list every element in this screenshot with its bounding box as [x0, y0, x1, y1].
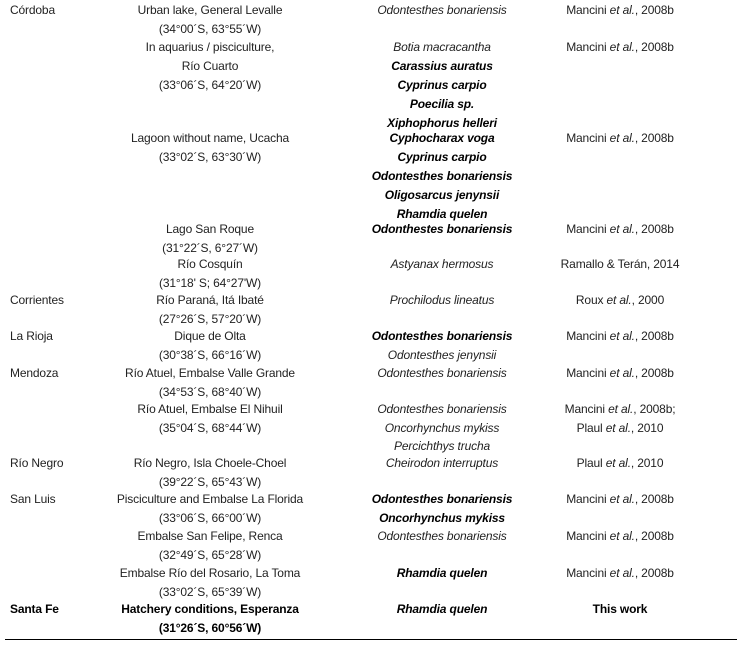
- reference-author: Plaul: [576, 456, 603, 470]
- species-cell: Cyprinus carpio: [397, 150, 487, 164]
- province-cell: Santa Fe: [10, 602, 59, 616]
- reference-author: Mancini: [564, 402, 605, 416]
- province-cell: Corrientes: [10, 293, 64, 307]
- reference-et-al: et al.: [604, 402, 634, 416]
- species-cell: Odontesthes bonariensis: [377, 402, 507, 416]
- reference-cell: [566, 40, 674, 54]
- species-cell: Odontesthes jenynsii: [387, 348, 497, 362]
- locality-cell: In aquarius / pisciculture,: [145, 40, 275, 54]
- species-cell: Xiphophorus helleri: [387, 116, 497, 130]
- reference-author: Mancini: [566, 566, 607, 580]
- reference-year: , 2008b: [634, 222, 674, 236]
- locality-cell: Río Cosquín: [177, 257, 243, 271]
- locality-cell: (33°06´S, 64°20´W): [158, 78, 262, 92]
- reference-et-al: et al.: [606, 131, 635, 145]
- locality-cell: Pisciculture and Embalse La Florida: [116, 492, 304, 506]
- species-cell: Odontesthes bonariensis: [371, 329, 513, 343]
- province-cell: Mendoza: [10, 366, 59, 380]
- reference-author: Mancini: [566, 40, 607, 54]
- species-cell: Odontesthes bonariensis: [377, 3, 507, 17]
- reference-author: This work: [592, 602, 648, 616]
- reference-cell: [577, 456, 664, 470]
- locality-cell: Dique de Olta: [174, 329, 246, 343]
- reference-author: Mancini: [566, 3, 607, 17]
- species-cell: Poecilia sp.: [409, 97, 475, 111]
- locality-cell: (32°49´S, 65°28´W): [158, 548, 262, 562]
- reference-year: , 2008b: [634, 329, 674, 343]
- locality-cell: Río Atuel, Embalse Valle Grande: [125, 366, 295, 380]
- reference-et-al: et al.: [606, 40, 635, 54]
- reference-cell: [566, 3, 674, 17]
- reference-cell: [593, 602, 648, 616]
- reference-et-al: et al.: [606, 222, 635, 236]
- locality-cell: Embalse Río del Rosario, La Toma: [119, 566, 301, 580]
- species-cell: Carassius auratus: [391, 59, 493, 73]
- species-cell: Oligosarcus jenynsii: [384, 188, 500, 202]
- reference-cell: [577, 421, 664, 435]
- locality-cell: Río Cuarto: [181, 59, 239, 73]
- reference-author: Plaul: [576, 421, 603, 435]
- reference-year: , 2008b: [634, 3, 674, 17]
- species-cell: Oncorhynchus mykiss: [379, 511, 505, 525]
- locality-cell: (35°04´S, 68°44´W): [158, 421, 262, 435]
- locality-cell: Urban lake, General Levalle: [137, 3, 283, 17]
- species-cell: Odontesthes bonariensis: [377, 366, 507, 380]
- locality-cell: Embalse San Felipe, Renca: [137, 529, 283, 543]
- reference-author: Mancini: [566, 366, 607, 380]
- species-cell: Botia macracantha: [393, 40, 491, 54]
- locality-cell: Lagoon without name, Ucacha: [130, 131, 290, 145]
- reference-et-al: et al.: [606, 3, 635, 17]
- species-cell: Percichthys trucha: [393, 439, 491, 453]
- province-cell: La Rioja: [10, 329, 53, 343]
- locality-cell: (31°26´S, 60°56´W): [158, 621, 262, 635]
- reference-cell: [566, 529, 674, 543]
- locality-cell: (27°26´S, 57°20´W): [158, 312, 262, 326]
- species-cell: Cheirodon interruptus: [385, 456, 499, 470]
- reference-author: Mancini: [566, 492, 607, 506]
- reference-cell: [566, 366, 674, 380]
- reference-et-al: et al.: [606, 566, 635, 580]
- locality-cell: (31°22´S, 6°27´W): [162, 241, 258, 255]
- reference-cell: [566, 566, 674, 580]
- species-cell: Cyprinus carpio: [397, 78, 487, 92]
- locality-cell: (34°00´S, 63°55´W): [158, 22, 262, 36]
- locality-cell: (39°22´S, 65°43´W): [158, 475, 262, 489]
- locality-cell: Lago San Roque: [166, 222, 254, 236]
- reference-year: , 2008b: [634, 366, 674, 380]
- table-bottom-rule: [5, 639, 737, 640]
- reference-et-al: et al.: [606, 492, 635, 506]
- reference-year: , 2008b: [634, 529, 674, 543]
- reference-author: Mancini: [566, 222, 607, 236]
- reference-cell: [565, 402, 676, 416]
- reference-year: , 2008b: [634, 40, 674, 54]
- reference-cell: [566, 222, 674, 236]
- reference-et-al: et al.: [606, 529, 635, 543]
- province-cell: San Luis: [10, 492, 56, 506]
- reference-year: , 2010: [630, 421, 664, 435]
- reference-cell: [576, 293, 664, 307]
- reference-author: Ramallo & Terán, 2014: [560, 257, 680, 271]
- species-cell: Odontesthes bonariensis: [371, 169, 513, 183]
- locality-cell: Río Paraná, Itá Ibaté: [156, 293, 264, 307]
- reference-author: Mancini: [566, 131, 607, 145]
- species-cell: Rhamdia quelen: [396, 207, 488, 221]
- reference-author: Mancini: [566, 529, 607, 543]
- reference-year: , 2008b;: [633, 402, 676, 416]
- reference-year: , 2010: [630, 456, 664, 470]
- locality-cell: Río Atuel, Embalse El Nihuil: [137, 402, 283, 416]
- species-cell: Odontesthes bonariensis: [377, 529, 507, 543]
- reference-year: , 2008b: [634, 131, 674, 145]
- reference-et-al: et al.: [602, 421, 631, 435]
- reference-author: Mancini: [566, 329, 607, 343]
- reference-cell: [566, 329, 674, 343]
- reference-et-al: et al.: [606, 329, 635, 343]
- locality-cell: (33°02´S, 65°39´W): [158, 585, 262, 599]
- species-cell: Rhamdia quelen: [396, 602, 488, 616]
- locality-cell: (30°38´S, 66°16´W): [158, 348, 262, 362]
- reference-et-al: et al.: [602, 456, 631, 470]
- reference-cell: [566, 492, 674, 506]
- locality-cell: Río Negro, Isla Choele-Choel: [133, 456, 287, 470]
- species-cell: Cyphocharax voga: [389, 131, 495, 145]
- species-cell: Odonthestes bonariensis: [371, 222, 513, 236]
- locality-cell: Hatchery conditions, Esperanza: [121, 602, 299, 616]
- species-cell: Prochilodus lineatus: [389, 293, 495, 307]
- reference-author: Roux: [575, 293, 604, 307]
- reference-year: , 2008b: [634, 566, 674, 580]
- reference-cell: [561, 257, 680, 271]
- locality-cell: (33°02´S, 63°30´W): [158, 150, 262, 164]
- species-cell: Rhamdia quelen: [396, 566, 488, 580]
- province-cell: Río Negro: [10, 456, 64, 470]
- species-cell: Oncorhynchus mykiss: [384, 421, 500, 435]
- reference-et-al: et al.: [606, 366, 635, 380]
- reference-year: , 2008b: [634, 492, 674, 506]
- species-cell: Astyanax hermosus: [390, 257, 494, 271]
- reference-cell: [566, 131, 674, 145]
- province-cell: Córdoba: [10, 3, 55, 17]
- locality-cell: (34°53´S, 68°40´W): [158, 385, 262, 399]
- reference-et-al: et al.: [603, 293, 632, 307]
- locality-cell: (33°06´S, 66°00´W): [158, 511, 262, 525]
- reference-year: , 2000: [631, 293, 665, 307]
- locality-cell: (31°18' S; 64°27'W): [158, 276, 262, 290]
- species-cell: Odontesthes bonariensis: [371, 492, 513, 506]
